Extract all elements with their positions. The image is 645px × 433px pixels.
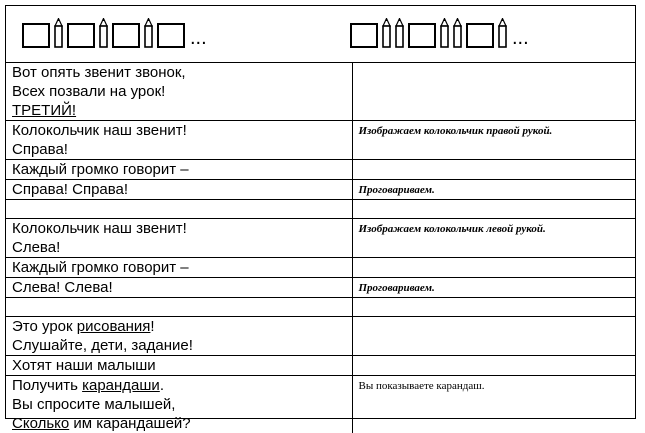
poem-line xyxy=(12,258,352,277)
square-icon xyxy=(466,23,494,48)
table-row xyxy=(6,298,635,317)
poem-line xyxy=(12,395,352,414)
poem-text: Слева! Слева! xyxy=(12,279,113,296)
instruction-cell xyxy=(352,278,635,298)
poem-line xyxy=(12,336,352,355)
underlined-word: карандаши xyxy=(82,377,160,394)
instruction-cell xyxy=(352,200,635,219)
poem-text: Справа! xyxy=(12,141,68,158)
poem-text-cell xyxy=(6,356,352,376)
table-row xyxy=(6,278,635,298)
poem-text-cell xyxy=(6,317,352,356)
poem-text-cell xyxy=(6,160,352,180)
poem-text: . xyxy=(160,377,164,394)
poem-text: Хотят наши малыши xyxy=(12,357,156,374)
pencil-icon xyxy=(382,18,391,48)
square-icon xyxy=(157,23,185,48)
pattern-sequence-right xyxy=(350,18,529,48)
underlined-word: рисования xyxy=(77,318,151,335)
square-icon xyxy=(350,23,378,48)
poem-text-cell xyxy=(6,63,352,121)
table-row xyxy=(6,121,635,160)
poem-text: Вот опять звенит звонок, xyxy=(12,64,186,81)
poem-text: Получить xyxy=(12,377,82,394)
poem-text: Всех позвали на урок! xyxy=(12,83,165,100)
underlined-word: ТРЕТИЙ! xyxy=(12,102,76,119)
table-row xyxy=(6,317,635,356)
instruction-cell xyxy=(352,160,635,180)
underlined-word: Сколько xyxy=(12,415,69,432)
square-icon xyxy=(112,23,140,48)
pencil-icon xyxy=(54,18,63,48)
instruction-cell xyxy=(352,180,635,200)
poem-line xyxy=(12,219,352,238)
poem-text: Справа! Справа! xyxy=(12,181,128,198)
instruction-note: Проговариваем. xyxy=(359,180,636,197)
instruction-cell xyxy=(352,298,635,317)
ellipsis: ... xyxy=(512,28,529,48)
square-icon xyxy=(408,23,436,48)
table-row xyxy=(6,219,635,258)
pencil-icon xyxy=(144,18,153,48)
pencil-icon xyxy=(440,18,449,48)
table-row xyxy=(6,63,635,121)
poem-text: ! xyxy=(150,318,154,335)
poem-line xyxy=(12,238,352,257)
poem-line xyxy=(12,101,352,120)
poem-line xyxy=(12,356,352,375)
instruction-note: Изображаем колокольчик правой рукой. xyxy=(359,121,636,138)
square-icon xyxy=(22,23,50,48)
poem-text-cell xyxy=(6,376,352,433)
worksheet-frame xyxy=(5,5,636,419)
instruction-cell xyxy=(352,376,635,433)
poem-line xyxy=(12,121,352,140)
poem-text: им карандашей? xyxy=(69,415,190,432)
poem-text-cell xyxy=(6,180,352,200)
table-row xyxy=(6,356,635,376)
poem-text-cell xyxy=(6,298,352,317)
poem-text: Слева! xyxy=(12,239,60,256)
instruction-cell xyxy=(352,121,635,160)
poem-text: Каждый громко говорит – xyxy=(12,259,189,276)
instruction-cell xyxy=(352,317,635,356)
poem-text: Колокольчик наш звенит! xyxy=(12,220,187,237)
pencil-icon xyxy=(99,18,108,48)
table-row xyxy=(6,376,635,433)
poem-line xyxy=(12,63,352,82)
poem-text-cell xyxy=(6,258,352,278)
poem-line xyxy=(12,414,352,433)
instruction-note: Проговариваем. xyxy=(359,278,636,295)
table-row xyxy=(6,160,635,180)
poem-text: Вы спросите малышей, xyxy=(12,396,175,413)
pencil-icon xyxy=(395,18,404,48)
poem-table xyxy=(6,63,635,433)
poem-text: Каждый громко говорит – xyxy=(12,161,189,178)
instruction-cell xyxy=(352,63,635,121)
poem-text-cell xyxy=(6,200,352,219)
instruction-cell xyxy=(352,258,635,278)
square-icon xyxy=(67,23,95,48)
poem-text-cell xyxy=(6,219,352,258)
poem-line xyxy=(12,82,352,101)
table-row xyxy=(6,200,635,219)
instruction-cell xyxy=(352,356,635,376)
instruction-cell xyxy=(352,219,635,258)
ellipsis: ... xyxy=(190,28,207,48)
pencil-icon xyxy=(498,18,507,48)
poem-line xyxy=(12,278,352,297)
table-row xyxy=(6,258,635,278)
poem-text: Слушайте, дети, задание! xyxy=(12,337,193,354)
poem-line xyxy=(12,140,352,159)
poem-line xyxy=(12,317,352,336)
poem-line xyxy=(12,180,352,199)
pattern-header xyxy=(6,6,635,63)
pencil-icon xyxy=(453,18,462,48)
poem-text-cell xyxy=(6,121,352,160)
poem-text-cell xyxy=(6,278,352,298)
poem-line xyxy=(12,160,352,179)
poem-text: Колокольчик наш звенит! xyxy=(12,122,187,139)
instruction-note: Вы показываете карандаш. xyxy=(359,376,636,393)
poem-text: Это урок xyxy=(12,318,77,335)
table-row xyxy=(6,180,635,200)
instruction-note: Изображаем колокольчик левой рукой. xyxy=(359,219,636,236)
pattern-sequence-left xyxy=(22,18,207,48)
poem-line xyxy=(12,376,352,395)
